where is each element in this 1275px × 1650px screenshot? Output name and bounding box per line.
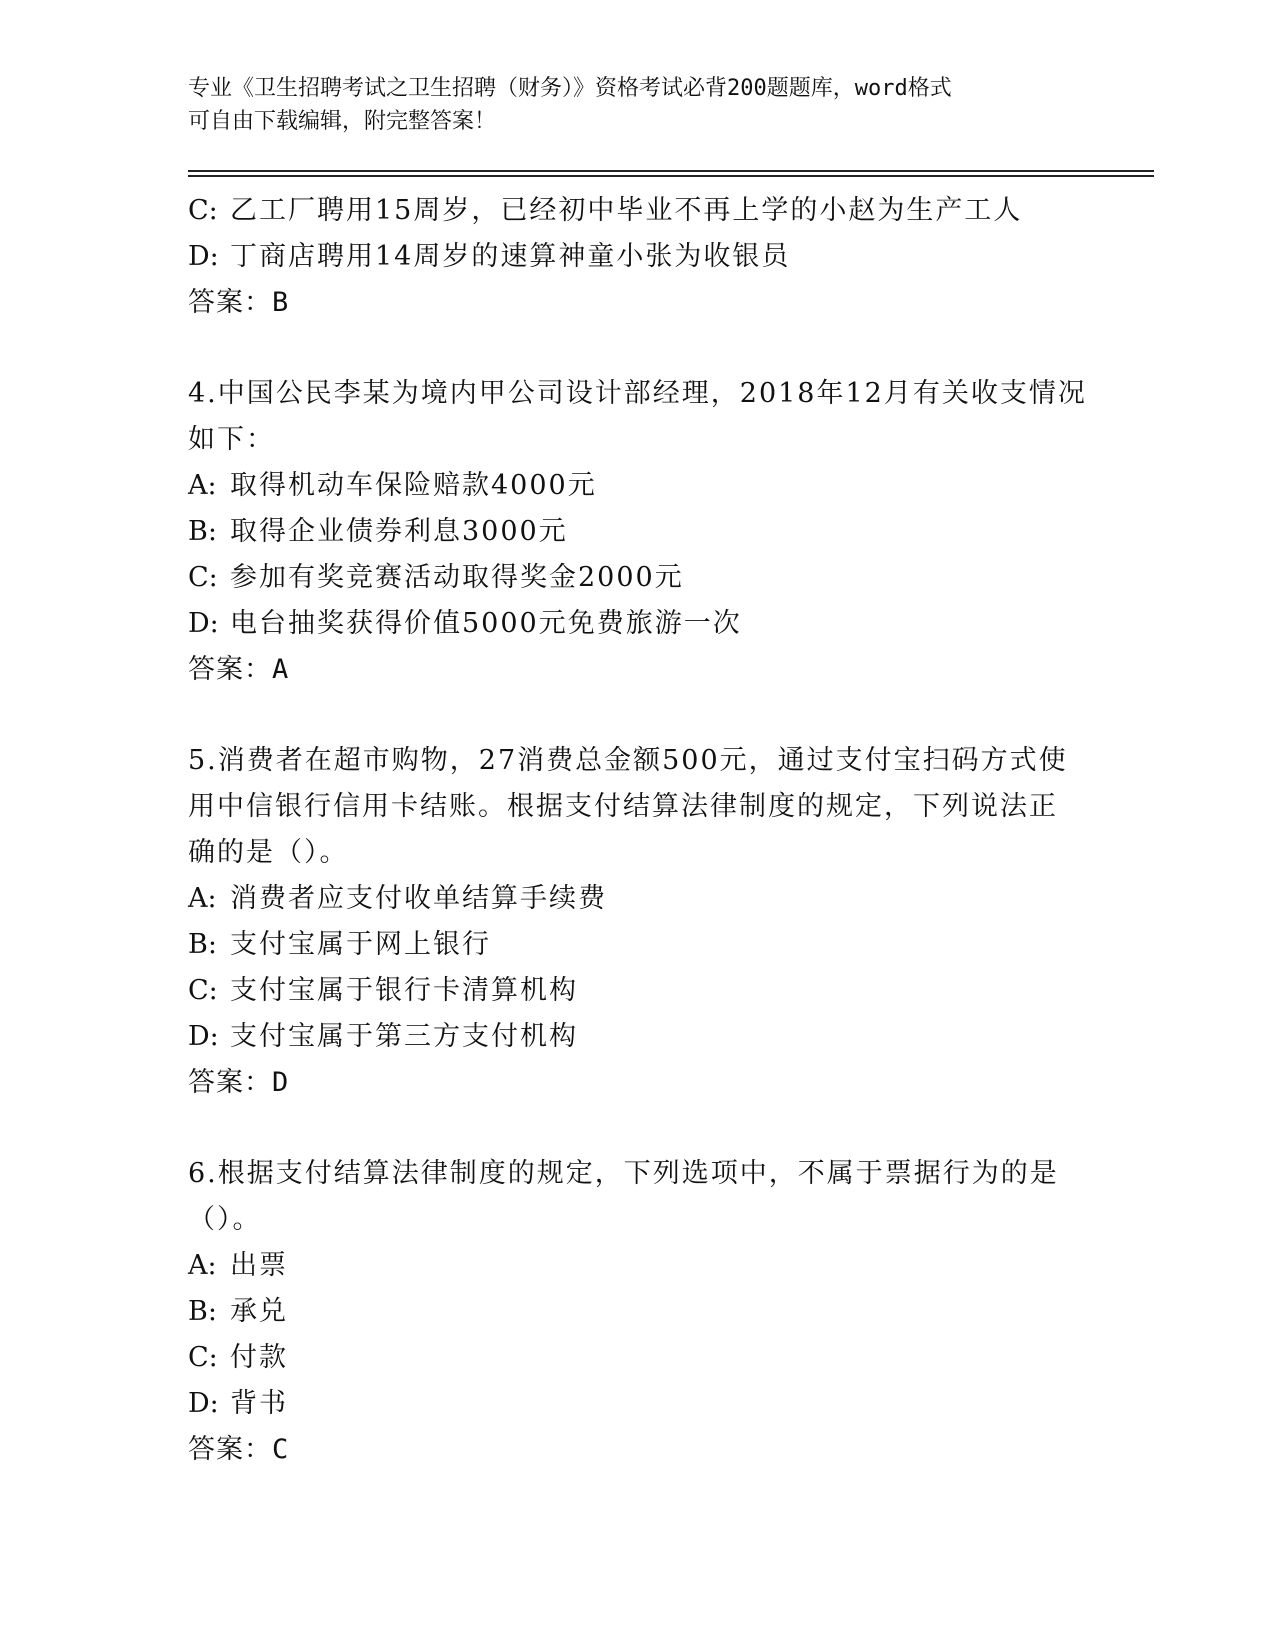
question-4: [188, 371, 1148, 693]
option-text: 电台抽奖获得价值5000元免费旅游一次: [230, 608, 742, 639]
option-label: B:: [188, 929, 217, 960]
option-label: C:: [188, 195, 218, 226]
option-label: C:: [188, 975, 218, 1006]
option-a: [188, 463, 1148, 509]
header-title-line-2: 可自由下载编辑，附完整答案！: [188, 109, 497, 134]
option-d: [188, 1014, 1148, 1060]
option-label: D:: [188, 608, 219, 639]
option-c: [188, 1335, 1148, 1381]
option-label: C:: [188, 562, 218, 593]
option-b: [188, 509, 1148, 555]
option-b: [188, 1289, 1148, 1335]
question-list: [188, 188, 1148, 1473]
question-5: [188, 738, 1148, 1106]
question-3-continued: [188, 188, 1148, 326]
option-text: 参加有奖竞赛活动取得奖金2000元: [230, 562, 684, 593]
option-label: D:: [188, 1021, 219, 1052]
option-c: [188, 555, 1148, 601]
option-text: 丁商店聘用14周岁的速算神童小张为收银员: [230, 241, 791, 272]
question-stem: （）。: [188, 1204, 262, 1235]
option-d: [188, 601, 1148, 647]
option-c: [188, 188, 1148, 234]
question-stem: 4.中国公民李某为境内甲公司设计部经理，2018年12月有关收支情况: [188, 378, 1087, 409]
option-label: B:: [188, 516, 217, 547]
question-stem: 确的是（）。: [188, 837, 349, 868]
option-label: C:: [188, 1342, 218, 1373]
question-stem: 如下：: [188, 424, 275, 455]
header-divider-bottom: [188, 175, 1154, 177]
option-text: 消费者应支付收单结算手续费: [230, 883, 607, 914]
option-text: 乙工厂聘用15周岁，已经初中毕业不再上学的小赵为生产工人: [230, 195, 1023, 226]
header-title-line-1: 专业《卫生招聘考试之卫生招聘（财务）》资格考试必背200题题库，word格式: [188, 76, 952, 101]
option-text: 支付宝属于第三方支付机构: [230, 1021, 578, 1052]
option-text: 支付宝属于网上银行: [230, 929, 491, 960]
option-text: 出票: [230, 1250, 288, 1281]
question-stem: 5.消费者在超市购物，27消费总金额500元，通过支付宝扫码方式使: [188, 745, 1068, 776]
option-text: 取得企业债券利息3000元: [230, 516, 568, 547]
option-label: D:: [188, 241, 219, 272]
option-a: [188, 1243, 1148, 1289]
option-text: 背书: [230, 1388, 288, 1419]
option-label: D:: [188, 1388, 219, 1419]
question-6: [188, 1151, 1148, 1473]
option-text: 取得机动车保险赔款4000元: [230, 470, 597, 501]
option-text: 付款: [230, 1342, 288, 1373]
option-label: A:: [188, 1250, 217, 1281]
document-header: [188, 72, 1088, 138]
option-d: [188, 1381, 1148, 1427]
option-label: A:: [188, 470, 217, 501]
answer-line: 答案：B: [188, 287, 290, 318]
option-label: B:: [188, 1296, 217, 1327]
question-stem: 6.根据支付结算法律制度的规定，下列选项中，不属于票据行为的是: [188, 1158, 1059, 1189]
question-stem: 用中信银行信用卡结账。根据支付结算法律制度的规定，下列说法正: [188, 791, 1058, 822]
option-c: [188, 968, 1148, 1014]
option-text: 支付宝属于银行卡清算机构: [230, 975, 578, 1006]
header-divider-top: [188, 170, 1154, 172]
answer-line: 答案：C: [188, 1434, 290, 1465]
option-text: 承兑: [230, 1296, 288, 1327]
option-d: [188, 234, 1148, 280]
option-a: [188, 876, 1148, 922]
answer-line: 答案：D: [188, 1067, 290, 1098]
option-b: [188, 922, 1148, 968]
answer-line: 答案：A: [188, 654, 290, 685]
option-label: A:: [188, 883, 217, 914]
